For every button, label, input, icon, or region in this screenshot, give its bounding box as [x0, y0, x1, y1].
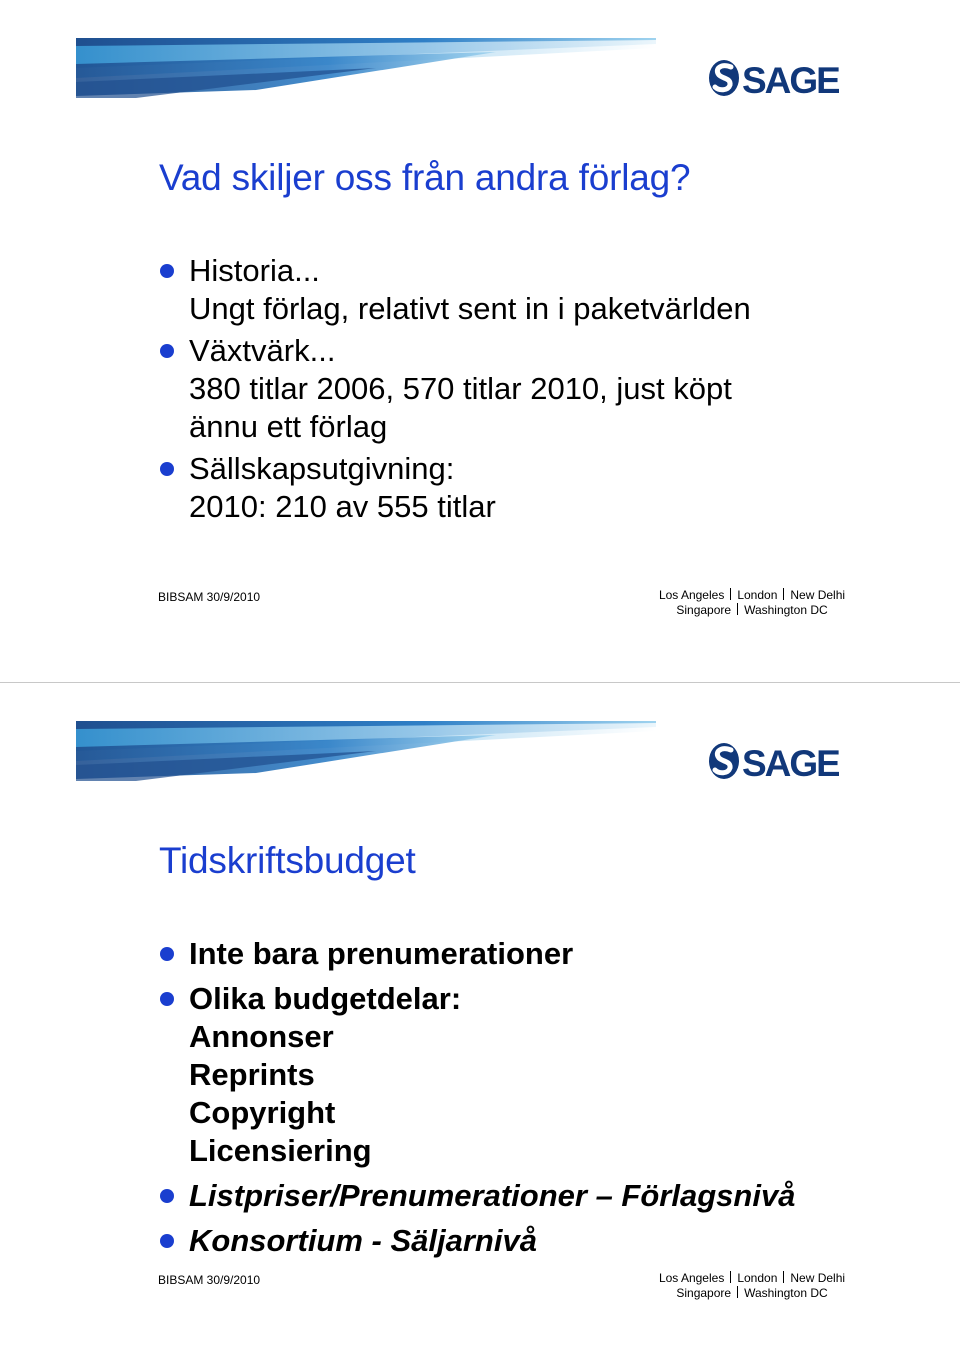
sage-logo: [707, 741, 839, 781]
location-label: Singapore: [676, 1286, 732, 1300]
bullet-subtext: Copyright: [189, 1095, 336, 1130]
location-separator: [737, 603, 738, 615]
bullet-list: [160, 252, 880, 530]
bullet-subtext: 380 titlar 2006, 570 titlar 2010, just köpt: [189, 371, 732, 406]
bullet-item: [160, 450, 880, 526]
sage-logo: [707, 58, 839, 98]
footer-event-date: BIBSAM 30/9/2010: [158, 590, 261, 604]
location-separator: [783, 1271, 784, 1283]
location-separator: [783, 588, 784, 600]
location-separator: [737, 1286, 738, 1298]
location-label: London: [737, 1271, 778, 1285]
bullet-dot-icon: [160, 1189, 174, 1203]
bullet-text: Inte bara prenumerationer: [189, 936, 574, 971]
bullet-item: [160, 332, 880, 446]
bullet-text: Konsortium - Säljarnivå: [189, 1223, 537, 1258]
svg-text:SAGE: SAGE: [742, 743, 839, 781]
footer-locations: [644, 588, 860, 618]
bullet-text: Sällskapsutgivning:: [189, 451, 455, 486]
bullet-dot-icon: [160, 992, 174, 1006]
bullet-subtext: Annonser: [189, 1019, 334, 1054]
bullet-item: [160, 1222, 880, 1260]
svg-text:SAGE: SAGE: [742, 60, 839, 98]
bullet-item: [160, 935, 880, 973]
location-label: New Delhi: [790, 1271, 846, 1285]
bullet-dot-icon: [160, 947, 174, 961]
location-label: New Delhi: [790, 588, 846, 602]
slide-title: Vad skiljer oss från andra förlag?: [159, 157, 691, 198]
location-label: Los Angeles: [658, 1271, 725, 1285]
footer-locations: [644, 1271, 860, 1301]
header-banner-graphic: [76, 38, 656, 98]
bullet-subtext: Ungt förlag, relativt sent in i paketvärlden: [189, 291, 751, 326]
slide-title: Tidskriftsbudget: [159, 840, 416, 881]
location-label: Singapore: [676, 603, 732, 617]
bullet-dot-icon: [160, 264, 174, 278]
location-label: Washington DC: [744, 603, 828, 617]
bullet-text: Olika budgetdelar:: [189, 981, 462, 1016]
bullet-list: [160, 935, 880, 1267]
footer-event-date: BIBSAM 30/9/2010: [158, 1273, 261, 1287]
location-separator: [730, 588, 731, 600]
location-label: Washington DC: [744, 1286, 828, 1300]
bullet-item: [160, 980, 880, 1170]
bullet-subtext: 2010: 210 av 555 titlar: [189, 489, 496, 524]
bullet-item: [160, 252, 880, 328]
bullet-subtext: Licensiering: [189, 1133, 372, 1168]
location-label: London: [737, 588, 778, 602]
header-banner-graphic: [76, 721, 656, 781]
bullet-dot-icon: [160, 462, 174, 476]
bullet-text: Listpriser/Prenumerationer – Förlagsnivå: [189, 1178, 796, 1213]
bullet-dot-icon: [160, 344, 174, 358]
bullet-subtext: Reprints: [189, 1057, 315, 1092]
bullet-text: Växtvärk...: [189, 333, 336, 368]
location-label: Los Angeles: [658, 588, 725, 602]
bullet-item: [160, 1177, 880, 1215]
location-separator: [730, 1271, 731, 1283]
bullet-text: Historia...: [189, 253, 320, 288]
bullet-dot-icon: [160, 1234, 174, 1248]
slide-1: [0, 0, 960, 683]
bullet-subtext: ännu ett förlag: [189, 409, 388, 444]
slide-2: [0, 683, 960, 1366]
